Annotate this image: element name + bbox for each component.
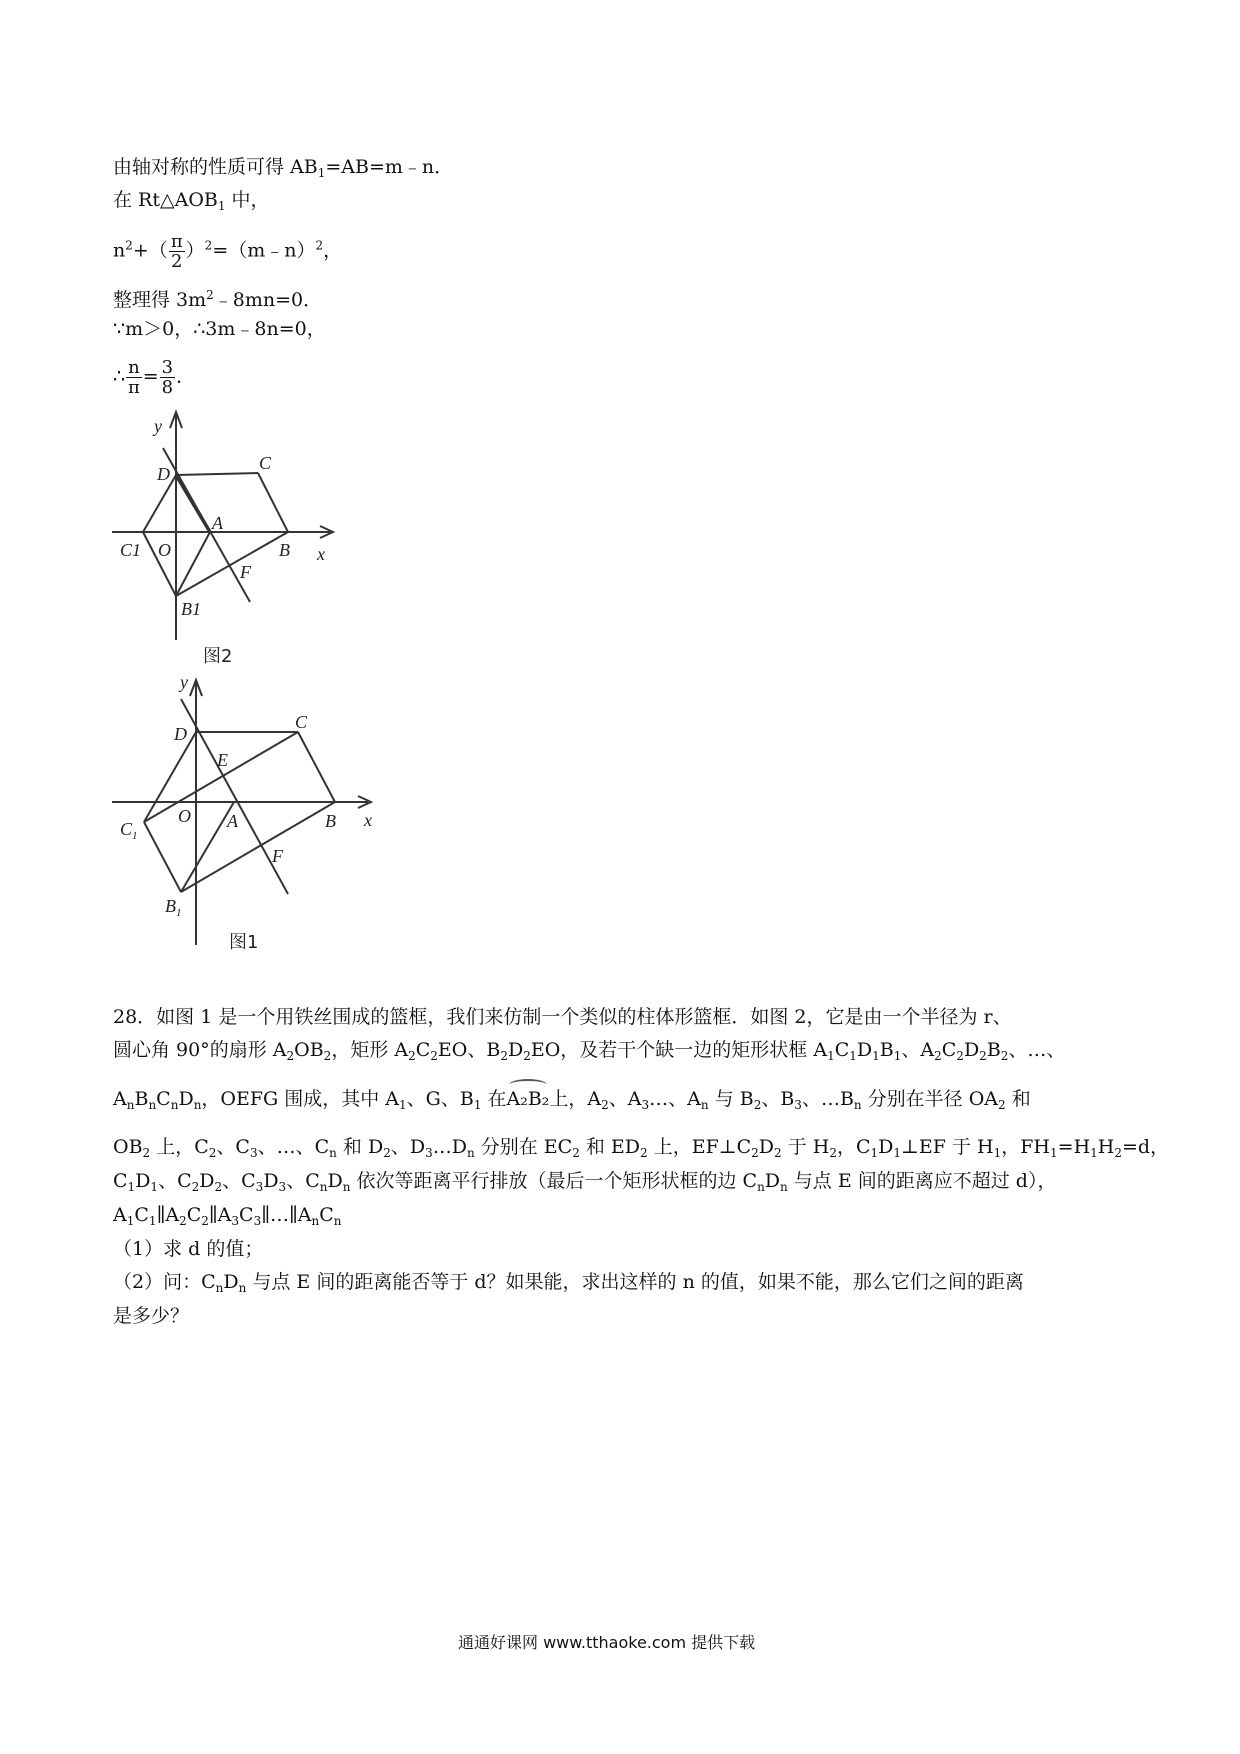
text-run: 是多少？ [113,1305,190,1327]
subscript: 2 [523,1049,531,1063]
subscript: 1 [1090,1146,1098,1160]
subscript: 1 [473,1098,482,1112]
text-run: …D [432,1136,467,1158]
question-part-1 [113,1237,263,1261]
text-run: 、…、C [257,1136,330,1158]
label-text: B [165,896,176,916]
text-run: 依次等距离平行排放（最后一个矩形状框的边 C [350,1170,758,1192]
text-run: 、G、B [406,1088,474,1110]
subscript: 2 [323,1049,332,1063]
subscript: n [193,1098,202,1112]
text-run: 、A [608,1088,642,1110]
superscript: 2 [206,288,214,302]
subscript: 2 [998,1098,1006,1112]
text-run: C [156,1088,171,1110]
text-run: =AB=m﹣n． [325,156,454,178]
text-run: 整理得 3m [113,289,207,311]
subscript: 2 [934,1049,942,1063]
text-run: 、C [216,1136,250,1158]
subscript: 2 [430,1049,438,1063]
text-run: D [507,1039,524,1061]
subscript: 1 [399,1098,407,1112]
subscript: 3 [425,1146,433,1160]
question-part-2-cont [113,1304,189,1328]
text: = [142,365,159,388]
subscript: n [170,1098,179,1112]
subscript: 2 [142,1146,151,1160]
subscript: 1 [893,1146,902,1160]
text-run: ⊥EF 于 H [901,1136,994,1158]
subscript: 2 [179,1214,187,1228]
text-run: A [113,1088,127,1110]
text-run: =d， [1122,1136,1170,1158]
text-run: 、A [901,1039,935,1061]
text-run: D [199,1170,215,1192]
subscript: n [466,1146,475,1160]
subscript: 2 [956,1049,964,1063]
subscript: 2 [208,1146,217,1160]
text-run: D [963,1039,980,1061]
subscript: 1 [872,1049,880,1063]
subscript: 2 [1114,1146,1123,1160]
text-run: 上，EF⊥C [647,1136,752,1158]
text-run: OB [294,1039,324,1061]
text-run: EO、B [437,1039,501,1061]
exponent: 2 [125,238,133,253]
label-C1: C1 [120,540,142,560]
text-run: B [879,1039,894,1061]
text-run: 于 H [781,1136,830,1158]
text-run: OB [113,1136,143,1158]
label-C1 [120,819,138,842]
subscript: 1 [150,1180,159,1194]
label-A: A [227,811,238,831]
text-run: C [134,1204,149,1226]
label-O: O [178,806,191,826]
label-B1 [165,896,182,919]
text-run: B [986,1039,1001,1061]
subscript: 2 [829,1146,837,1160]
subscript: 1 [317,166,326,180]
subscript: 1 [217,199,226,213]
question-part-2 [113,1270,1024,1300]
figure-2-caption: 图2 [203,646,233,667]
text-run: 28．如图 1 是一个用铁丝围成的篮框，我们来仿制一个类似的柱体形篮框．如图 2，它是由一个半径为 r、 [113,1006,1012,1028]
label-y: y [180,672,188,692]
label-D: D [174,724,187,744]
subscript: 1 [126,1214,135,1228]
subscript: 2 [979,1049,987,1063]
text-run: 、C [286,1170,320,1192]
text-run: 圆心角 90°的扇形 A [113,1039,287,1061]
text-run: 和 [1005,1088,1031,1110]
text-run: 中， [225,189,270,211]
text: ） [185,239,205,262]
denominator: π [127,377,140,398]
numerator: π [170,231,183,252]
label-C: C [259,453,272,473]
text-run: C [113,1170,128,1192]
subscript: 2 [191,1180,200,1194]
text: ， [323,239,343,262]
text-run: C [239,1204,254,1226]
text-run: ∥A [208,1204,232,1226]
subscript: n [148,1098,157,1112]
text-run: EO，及若干个缺一边的矩形状框 A [530,1039,828,1061]
segment-DC [176,473,258,475]
subscript: 3 [255,1180,264,1194]
text-run: ，C [836,1136,871,1158]
text-run: （2）问：C [113,1271,216,1293]
subscript: 3 [253,1214,262,1228]
question-line-5 [113,1169,1056,1199]
text-run: ∵m＞0，∴3m﹣8n=0， [113,318,326,340]
subscript: 1 [148,1214,157,1228]
subscript: 3 [641,1098,650,1112]
subscript: 1 [993,1146,1002,1160]
subscript: n [329,1146,337,1160]
text-run: 分别在半径 OA [861,1088,999,1110]
text-run: 、C [158,1170,192,1192]
label-B: B [325,811,336,831]
label-subscript: 1 [176,907,182,919]
text-run: C [415,1039,431,1061]
text-run: 在 [481,1088,507,1110]
text-run: D [764,1170,781,1192]
subscript: n [757,1180,765,1194]
subscript: 1 [1050,1146,1058,1160]
segment-CB [298,732,335,802]
text-run: D [758,1136,775,1158]
footer-source: 通通好课网 www.tthaoke.com 提供下载 [458,1633,756,1652]
label-D: D [157,464,170,484]
question-line-6 [113,1203,342,1233]
subscript: n [319,1180,328,1194]
label-B1: B1 [181,599,201,619]
subscript: 2 [751,1146,759,1160]
text-run: C [834,1039,850,1061]
subscript: 2 [572,1146,580,1160]
numerator: n [128,357,140,378]
text-run: C [186,1204,202,1226]
label-E: E [217,750,228,770]
subscript: 3 [794,1098,802,1112]
subscript: n [333,1214,342,1228]
text-run: 上，C [150,1136,209,1158]
subscript: n [780,1180,788,1194]
subscript: 2 [408,1049,416,1063]
text-run: D [856,1039,873,1061]
subscript: 1 [870,1146,879,1160]
subscript: 2 [500,1049,508,1063]
therefore-symbol: ∴ [113,365,126,388]
question-line-1 [113,1005,1012,1029]
text-run: 和 D [336,1136,384,1158]
subscript: 1 [827,1049,835,1063]
text-run: ，FH [1001,1136,1051,1158]
label-O: O [158,540,171,560]
subscript: 3 [231,1214,240,1228]
text-run: C [941,1039,957,1061]
subscript: 2 [601,1098,609,1112]
text-run: B [134,1088,149,1110]
label-C: C [295,712,308,732]
text-run: …、A [649,1088,701,1110]
subscript: 2 [753,1098,762,1112]
label-text: C [120,819,133,839]
subscript: 2 [774,1146,782,1160]
question-line-4 [113,1135,1169,1165]
label-B: B [279,540,290,560]
subscript: 1 [849,1049,857,1063]
text-run: 、C [222,1170,256,1192]
subscript: n [853,1098,862,1112]
question-line-2 [113,1038,1065,1068]
text-run: 与 B [708,1088,754,1110]
label-F: F [272,846,283,866]
text-run: 、…B [801,1088,854,1110]
text-run: 分别在 EC [474,1136,573,1158]
text-run: （1）求 d 的值； [113,1238,264,1260]
text-run: ∥A [156,1204,180,1226]
subscript: 3 [278,1180,287,1194]
subscript: 2 [201,1214,209,1228]
subscript: 1 [127,1180,136,1194]
denominator: 2 [171,251,183,272]
subscript: 2 [640,1146,648,1160]
subscript: n [342,1180,351,1194]
text-run: 、B [761,1088,795,1110]
text-run: D [223,1271,239,1293]
subscript: 2 [214,1180,223,1194]
subscript: n [126,1098,135,1112]
label-x: x [317,544,325,564]
text-run: =H [1057,1136,1091,1158]
question-line-3 [113,1087,1031,1117]
label-y: y [154,416,162,436]
text: n [113,239,126,262]
text-run: ，OEFG 围成，其中 A [201,1088,400,1110]
subscript: 2 [286,1049,295,1063]
text-run: ﹣8mn=0． [213,289,323,311]
text: +（ [132,239,168,262]
subscript: 2 [383,1146,391,1160]
text: ． [176,365,196,388]
text-run: C [319,1204,334,1226]
subscript: 2 [1000,1049,1009,1063]
subscript: 3 [249,1146,258,1160]
text-run: 、D [390,1136,426,1158]
segment-CB [258,473,288,532]
label-x: x [364,810,372,830]
text-run: D [135,1170,151,1192]
text-run: 在 Rt△AOB [113,189,218,211]
figure-1-caption: 图1 [229,932,259,953]
text-run: 、…、 [1008,1039,1066,1061]
exponent: 2 [204,238,213,253]
label-F: F [240,562,251,582]
segment-DA [176,475,210,532]
text-run: H [1097,1136,1115,1158]
numerator: 3 [161,357,174,378]
segment-C1C [144,732,298,822]
text: =（m﹣n） [212,239,316,262]
text-run: D [878,1136,894,1158]
text-run: 和 ED [579,1136,641,1158]
segment-B1B [181,802,335,892]
denominator: 8 [161,377,174,398]
text-run: 与点 E 间的距离能否等于 d？如果能，求出这样的 n 的值，如果不能，那么它们之间的距离 [246,1271,1024,1293]
subscript: n [700,1098,709,1112]
text-run: 上，A [549,1088,602,1110]
text-run: ，矩形 A [331,1039,409,1061]
text-run: D [178,1088,194,1110]
text-run: D [327,1170,343,1192]
exponent: 2 [315,238,324,253]
subscript: n [215,1281,224,1295]
subscript: 1 [893,1049,902,1063]
arc-notation: A₂B₂ [506,1088,550,1110]
subscript: n [238,1281,247,1295]
label-A: A [212,513,223,533]
text-run: 与点 E 间的距离应不超过 d）， [787,1170,1057,1192]
label-subscript: 1 [132,830,138,842]
subscript: n [311,1214,320,1228]
text-run: ∥…∥A [261,1204,312,1226]
text-run: D [263,1170,279,1192]
text-run: A [113,1204,127,1226]
segment-C1B1 [144,822,181,892]
text-run: 由轴对称的性质可得 AB [113,156,318,178]
